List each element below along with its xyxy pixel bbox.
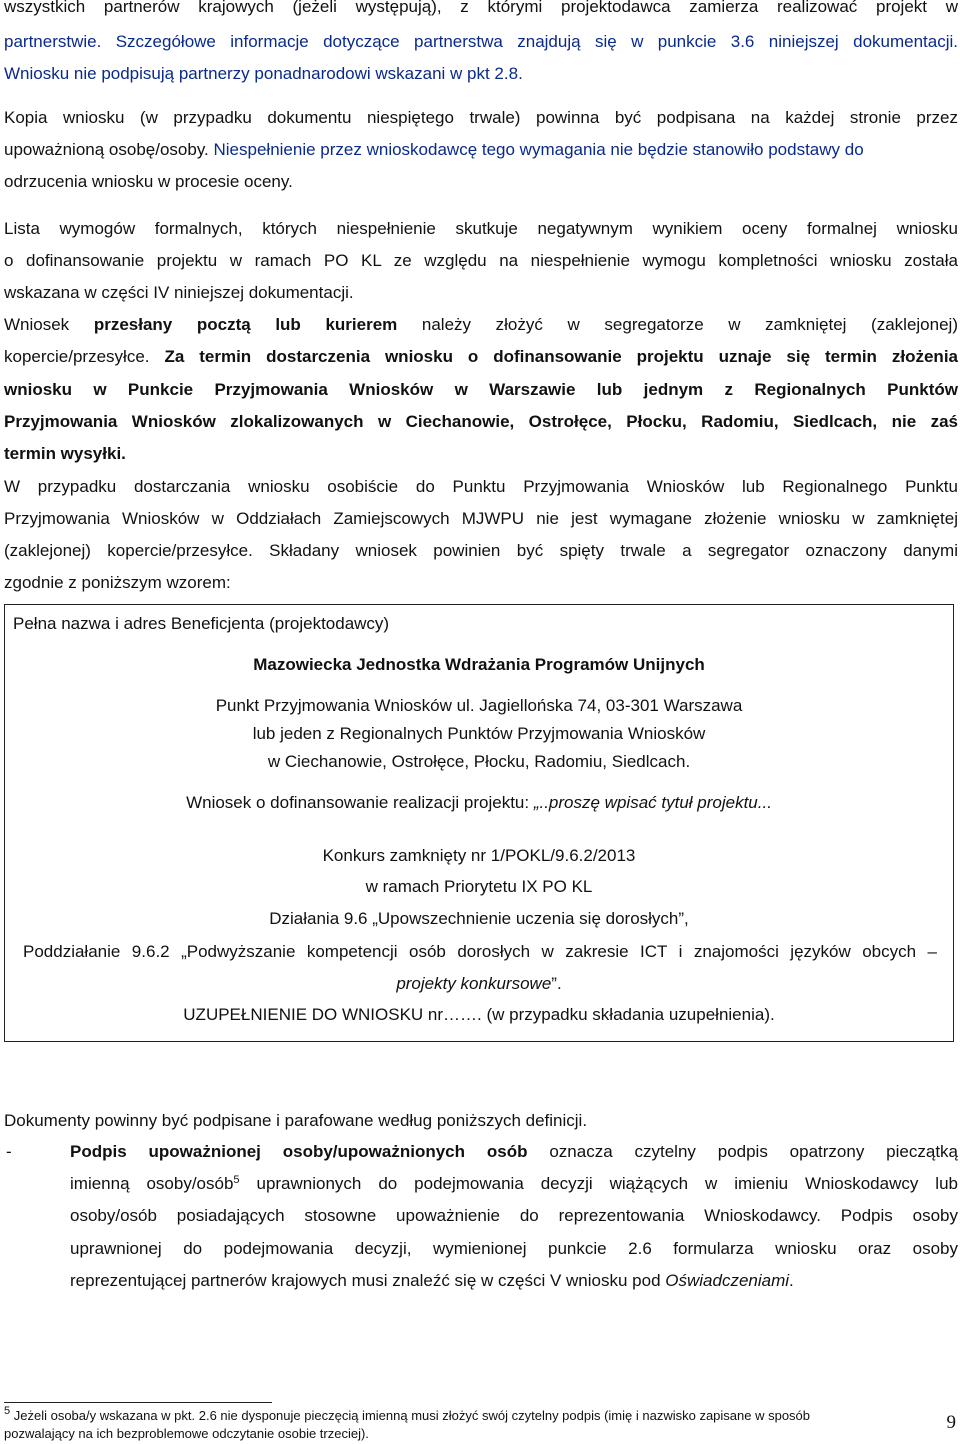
requirements-text-line: Lista wymogów formalnych, których niespełnienie skutkuje negatywnym wynikiem oceny formalnej wniosku — [4, 219, 958, 238]
submeasure-quote-end: ”. — [551, 974, 562, 993]
signature-definition-line: osoby/osób posiadających stosowne upoważnienie do reprezentowania Wnioskodawcy. Podpis osoby — [70, 1206, 958, 1225]
footnote-number: 5 — [4, 1405, 11, 1417]
signature-definition-bold: Podpis upoważnionej osoby/upoważnionych osób — [70, 1142, 528, 1161]
application-title-line — [5, 788, 953, 818]
copy-signature-text-span: Niespełnienie przez wnioskodawcę tego wymagania nie będzie stanowiło podstawy do — [208, 140, 864, 159]
mail-delivery-text-line — [4, 437, 126, 471]
mail-delivery-text-line — [4, 373, 958, 407]
signature-definition-line — [70, 1167, 958, 1201]
mail-delivery-text-span: należy złożyć w segregatorze w zamkniętej (zaklejonej) — [397, 315, 958, 334]
signature-definition-span: . — [789, 1271, 794, 1290]
beneficiary-placeholder: Pełna nazwa i adres Beneficjenta (projektodawcy) — [13, 614, 390, 633]
address-line: w Ciechanowie, Ostrołęce, Płocku, Radomiu, Siedlcach. — [267, 752, 691, 771]
personal-delivery-text-line: (zaklejonej) kopercie/przesyłce. Składany wniosek powinien być spięty trwale a segregator oznaczony danymi — [4, 541, 958, 560]
signature-definition-line — [70, 1264, 794, 1298]
mail-delivery-bold-span: Przyjmowania Wniosków zlokalizowanych w Ciechanowie, Ostrołęce, Płocku, Radomiu, Siedlcach, nie zaś — [4, 412, 958, 431]
mail-delivery-text-line — [4, 340, 958, 374]
signature-definition-span: reprezentującej partnerów krajowych musi znaleźć się w części V wniosku pod — [70, 1271, 666, 1290]
personal-delivery-text-line: Przyjmowania Wniosków w Oddziałach Zamiejscowych MJWPU nie jest wymagane złożenie wniosku w zamkniętej — [4, 509, 958, 528]
signature-definition-line: uprawnionej do podejmowania decyzji, wymienionej punkcie 2.6 formularza wniosku oraz osoby — [70, 1239, 958, 1258]
supplement-line: UZUPEŁNIENIE DO WNIOSKU nr……. (w przypadku składania uzupełnienia). — [183, 1005, 775, 1024]
address-line: Punkt Przyjmowania Wniosków ul. Jagiellońska 74, 03-301 Warszawa — [215, 696, 743, 715]
mail-delivery-text-span: kopercie/przesyłce. — [4, 347, 150, 366]
personal-delivery-text-line: zgodnie z poniższym wzorem: — [4, 573, 231, 592]
mail-delivery-text-line — [4, 308, 958, 342]
mail-delivery-text-span: Wniosek — [4, 315, 94, 334]
signature-definition-span: imienną osoby/osób — [70, 1174, 234, 1193]
bullet-dash: - — [6, 1142, 12, 1161]
page-number: 9 — [946, 1412, 956, 1433]
copy-signature-text-line: odrzucenia wniosku w procesie oceny. — [4, 172, 293, 191]
copy-signature-text-span: upoważnioną osobę/osoby. — [4, 140, 209, 159]
signature-definition-span: uprawnionych do podejmowania decyzji wiążących w imieniu Wnioskodawcy lub — [239, 1174, 958, 1193]
requirements-text-line: o dofinansowanie projektu w ramach PO KL ze względu na niespełnienie wymogu kompletności wniosku została — [4, 251, 958, 270]
mail-delivery-bold-span: termin wysyłki. — [4, 444, 126, 463]
partnership-text-line: partnerstwie. Szczegółowe informacje dotyczące partnerstwa znajdują się w punkcie 3.6 niniejszej dokumentacji. — [4, 32, 958, 51]
submeasure-line: Poddziałanie 9.6.2 „Podwyższanie kompetencji osób dorosłych w zakresie ICT i znajomości języków obcych – — [23, 942, 937, 961]
priority-line: w ramach Priorytetu IX PO KL — [365, 877, 593, 896]
submeasure-line-end — [5, 969, 953, 999]
mail-delivery-bold-span: Za termin dostarczenia wniosku o dofinansowanie projektu uznaje się termin złożenia — [149, 347, 958, 366]
signature-definition-span: oznacza czytelny podpis opatrzony pieczątką — [527, 1142, 958, 1161]
requirements-text-line: wskazana w części IV niniejszej dokumentacji. — [4, 283, 354, 302]
partnership-text-line: wszystkich partnerów krajowych (jeżeli występują), z którymi projektodawca zamierza realizować projekt w — [4, 0, 958, 16]
application-title-placeholder: „..proszę wpisać tytuł projektu... — [533, 793, 772, 812]
footnote-divider — [4, 1402, 272, 1403]
binder-label-box — [4, 604, 954, 1042]
application-prefix: Wniosek o dofinansowanie realizacji projektu: — [186, 793, 534, 812]
copy-signature-text-line: Kopia wniosku (w przypadku dokumentu niespiętego trwale) powinna być podpisana na każdej stronie przez — [4, 108, 958, 127]
submeasure-italic: projekty konkursowe — [396, 974, 552, 993]
personal-delivery-text-line: W przypadku dostarczania wniosku osobiście do Punktu Przyjmowania Wniosków lub Regionalnego Punktu — [4, 477, 958, 496]
mail-delivery-bold-span: przesłany pocztą lub kurierem — [93, 315, 398, 334]
mail-delivery-text-line — [4, 405, 958, 439]
signatures-intro: Dokumenty powinny być podpisane i parafowane według poniższych definicji. — [4, 1111, 588, 1130]
mail-delivery-bold-span: wniosku w Punkcie Przyjmowania Wniosków w Warszawie lub jednym z Regionalnych Punktów — [4, 380, 958, 399]
signature-definition-italic: Oświadczeniami — [665, 1271, 790, 1290]
address-line: lub jeden z Regionalnych Punktów Przyjmowania Wniosków — [252, 724, 706, 743]
signature-definition-line — [70, 1135, 958, 1169]
competition-number: Konkurs zamknięty nr 1/POKL/9.6.2/2013 — [322, 846, 636, 865]
footnote-text: Jeżeli osoba/y wskazana w pkt. 2.6 nie dysponuje pieczęcią imienną musi złożyć swój czytelny podpis (imię i nazwisko zapisane w sposób — [13, 1408, 811, 1423]
institution-name: Mazowiecka Jednostka Wdrażania Programów Unijnych — [253, 655, 705, 674]
measure-line: Działania 9.6 „Upowszechnienie uczenia się dorosłych”, — [269, 909, 689, 928]
copy-signature-text-line — [4, 133, 958, 167]
footnote-line — [4, 1406, 810, 1426]
footnote-reference[interactable]: 5 — [233, 1174, 240, 1186]
footnote-line: pozwalający na ich bezproblemowe odczytanie osobie trzeciej). — [4, 1426, 369, 1441]
partnership-text-line: Wniosku nie podpisują partnerzy ponadnarodowi wskazani w pkt 2.8. — [4, 64, 523, 83]
